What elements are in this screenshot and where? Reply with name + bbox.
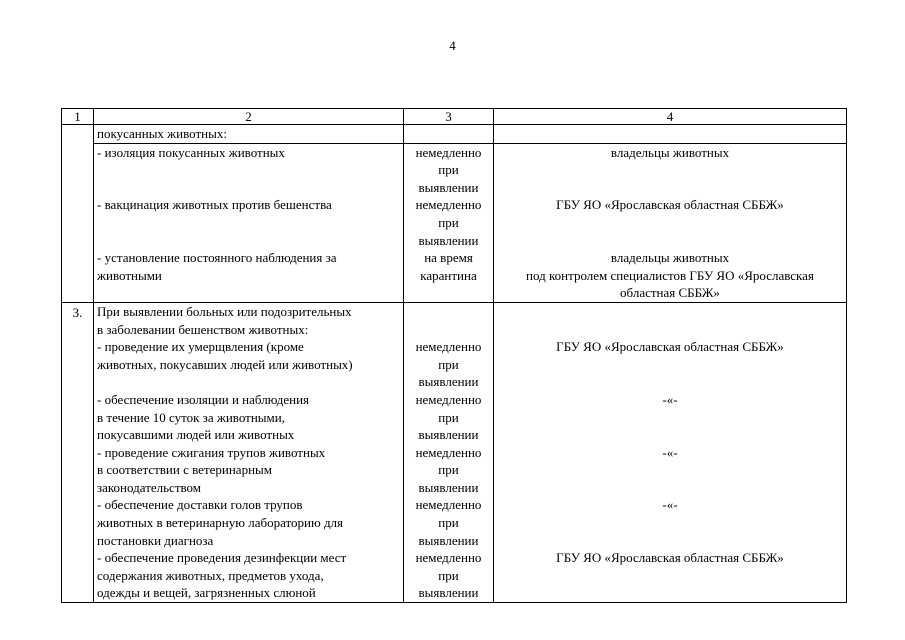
term-line: при <box>438 567 459 583</box>
action-line: содержания животных, предметов ухода, <box>97 567 324 583</box>
blank-line <box>97 161 400 179</box>
term-line: карантина <box>420 267 477 283</box>
action-line: покусавшими людей или животных <box>97 427 295 443</box>
responsible-line: владельцы животных <box>610 144 730 160</box>
action-cell <box>94 125 404 144</box>
action-line: постановки диагноза <box>97 532 214 548</box>
table-row <box>62 302 847 602</box>
responsible-line: -«- <box>662 497 678 513</box>
blank-line <box>496 179 844 197</box>
header-cell: 3 <box>404 109 494 125</box>
blank-line <box>496 303 844 321</box>
action-line: - изоляция покусанных животных <box>97 144 285 160</box>
responsible-line: ГБУ ЯО «Ярославская областная СББЖ» <box>556 550 784 566</box>
responsible-line: областная СББЖ» <box>620 285 720 301</box>
term-line: выявлении <box>418 479 479 495</box>
table-row <box>62 125 847 144</box>
blank-line <box>496 532 844 550</box>
action-line: покусанных животных: <box>97 126 227 141</box>
blank-line <box>496 514 844 532</box>
action-line: животными <box>97 267 162 283</box>
action-line: - установление постоянного наблюдения за <box>97 250 337 266</box>
blank-line <box>97 373 400 391</box>
header-cell: 1 <box>62 109 94 125</box>
blank-line <box>97 232 400 250</box>
action-line: животных в ветеринарную лабораторию для <box>97 515 344 531</box>
term-line: немедленно <box>415 497 482 513</box>
action-line: - обеспечение доставки голов трупов <box>97 497 303 513</box>
header-cell: 2 <box>94 109 404 125</box>
blank-line <box>496 214 844 232</box>
action-cell <box>94 143 404 302</box>
term-line: немедленно <box>415 144 482 160</box>
action-line: в соответствии с ветеринарным <box>97 462 272 478</box>
blank-line <box>496 321 844 339</box>
blank-line <box>496 567 844 585</box>
term-line: немедленно <box>415 550 482 566</box>
action-line: законодательством <box>97 479 202 495</box>
term-line: выявлении <box>418 585 479 601</box>
term-line: при <box>438 515 459 531</box>
action-line: - обеспечение проведения дезинфекции мест <box>97 550 347 566</box>
blank-line <box>496 409 844 427</box>
blank-line <box>496 479 844 497</box>
blank-line <box>496 461 844 479</box>
term-line: выявлении <box>418 179 479 195</box>
blank-line <box>97 214 400 232</box>
blank-line <box>496 373 844 391</box>
term-line: при <box>438 409 459 425</box>
responsible-line: -«- <box>662 391 678 407</box>
blank-line <box>406 303 491 321</box>
table-row <box>62 143 847 302</box>
row-number-cell <box>62 125 94 303</box>
action-line: одежды и вещей, загрязненных слюной <box>97 585 316 601</box>
responsible-line: под контролем специалистов ГБУ ЯО «Ярославская <box>526 267 814 283</box>
blank-line <box>496 161 844 179</box>
blank-line <box>496 426 844 444</box>
action-cell <box>94 302 404 602</box>
responsible-line: -«- <box>662 444 678 460</box>
responsible-line: ГБУ ЯО «Ярославская областная СББЖ» <box>556 197 784 213</box>
action-line: животных, покусавших людей или животных) <box>97 356 353 372</box>
term-line: при <box>438 462 459 478</box>
table-header-row <box>62 109 847 125</box>
action-line: - проведение сжигания трупов животных <box>97 444 326 460</box>
responsible-cell <box>494 125 847 144</box>
term-line: на время <box>424 250 473 266</box>
action-line: - обеспечение изоляции и наблюдения <box>97 391 310 407</box>
responsible-line: владельцы животных <box>610 250 730 266</box>
responsible-cell <box>494 143 847 302</box>
action-line: - проведение их умерщвления (кроме <box>97 339 304 355</box>
term-line: немедленно <box>415 444 482 460</box>
measures-table <box>61 108 847 603</box>
term-line: выявлении <box>418 427 479 443</box>
responsible-cell <box>494 302 847 602</box>
page-number: 4 <box>449 38 456 53</box>
blank-line <box>406 284 491 302</box>
term-cell <box>404 143 494 302</box>
blank-line <box>97 284 400 302</box>
term-line: при <box>438 162 459 178</box>
term-line: немедленно <box>415 391 482 407</box>
term-cell <box>404 125 494 144</box>
action-line: - вакцинация животных против бешенства <box>97 197 332 213</box>
blank-line <box>496 584 844 602</box>
header-cell: 4 <box>494 109 847 125</box>
term-line: немедленно <box>415 197 482 213</box>
row-number-cell: 3. <box>62 302 94 602</box>
term-line: при <box>438 214 459 230</box>
term-cell <box>404 302 494 602</box>
term-line: выявлении <box>418 374 479 390</box>
blank-line <box>406 321 491 339</box>
action-line: в заболевании бешенством животных: <box>97 321 309 337</box>
term-line: выявлении <box>418 232 479 248</box>
term-line: при <box>438 356 459 372</box>
action-line: в течение 10 суток за животными, <box>97 409 285 425</box>
blank-line <box>97 179 400 197</box>
blank-line <box>496 232 844 250</box>
responsible-line: ГБУ ЯО «Ярославская областная СББЖ» <box>556 339 784 355</box>
action-line: При выявлении больных или подозрительных <box>97 303 352 319</box>
blank-line <box>496 356 844 374</box>
term-line: выявлении <box>418 532 479 548</box>
term-line: немедленно <box>415 339 482 355</box>
